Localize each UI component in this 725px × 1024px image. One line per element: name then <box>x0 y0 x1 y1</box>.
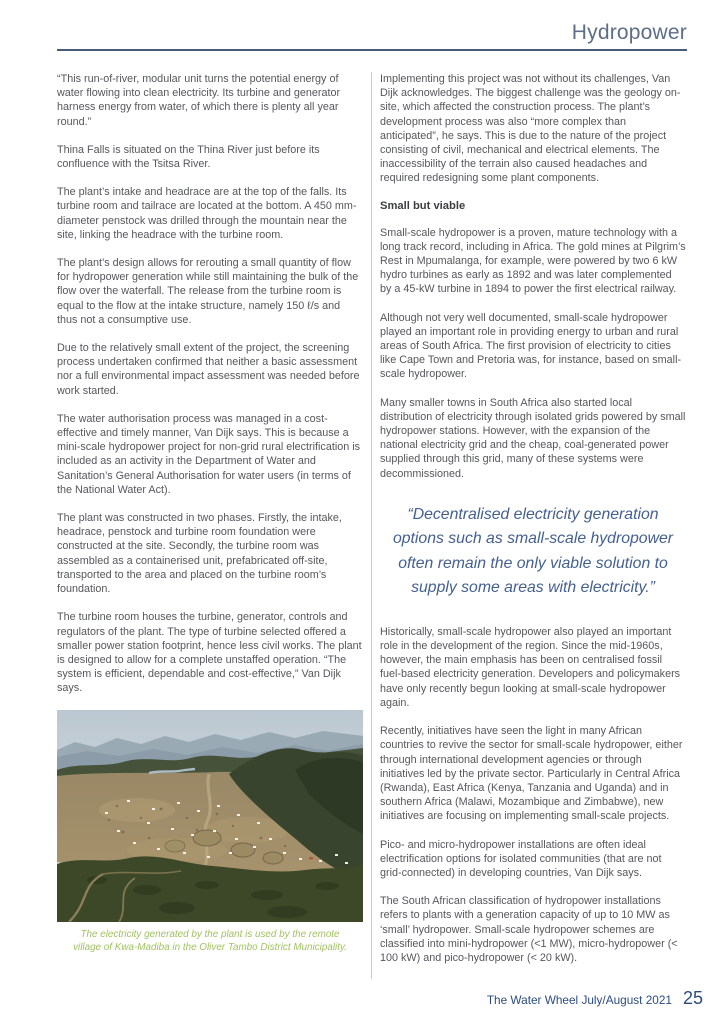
content-columns <box>0 51 725 979</box>
body-paragraph: The South African classification of hydropower installations refers to plants with a generation capacity of up to 10 MW as ‘small’ hydropower. Small-scale hydropower schemes are classified into mini-hydropower (<1 MW), micro-hydropower (< 100 kW) and pico-hydropower (< 20 kW). <box>380 895 678 964</box>
left-column <box>57 72 363 979</box>
body-paragraph: The plant was constructed in two phases. Firstly, the intake, headrace, penstock and turbine room foundation were constructed at the site. Secondly, the turbine room was assembled as a containerised unit, prefabricated off-site, transported to the area and placed on the turbine room’s foundation. <box>57 512 342 596</box>
journal-name: The Water Wheel July/August 2021 <box>486 993 672 1007</box>
section-heading: Small but viable <box>380 199 466 212</box>
pull-quote: “Decentralised electricity generation options such as small-scale hydropower often remain the only viable solution to supply some areas with electricity.” <box>392 505 674 597</box>
body-paragraph: Thina Falls is situated on the Thina River just before its confluence with the Tsitsa River. <box>57 143 320 171</box>
page-header <box>0 0 725 51</box>
right-column <box>380 72 686 979</box>
body-paragraph: Many smaller towns in South Africa also started local distribution of electricity through isolated grids powered by small hydropower stations. However, with the expansion of the national electricity grid and the cheap, coal-generated power supplied through this grid, many of these systems were decommissioned. <box>380 396 686 480</box>
page-title: Hydropower <box>571 21 687 44</box>
body-paragraph: Due to the relatively small extent of the project, the screening process undertaken confirmed that neither a basic assessment nor a full environmental impact assessment was needed before work started. <box>57 342 360 397</box>
body-paragraph: Pico- and micro-hydropower installations are often ideal electrification options for isolated communities (that are not grid-connected) in developing countries, Van Dijk says. <box>380 838 662 879</box>
body-paragraph: The turbine room houses the turbine, generator, controls and regulators of the plant. The type of turbine selected offered a smaller power station footprint, hence less civil works. The plant is designed to allow for a complete unstaffed operation. “The system is efficient, dependable and cost-effective,” Van Dijk says. <box>57 611 362 695</box>
aerial-photo-figure <box>57 710 363 955</box>
column-divider <box>371 72 372 979</box>
body-paragraph: “This run-of-river, modular unit turns the potential energy of water flowing into clean electricity. Its turbine and generator harness energy from water, of which there is plenty all year round.” <box>57 73 341 128</box>
body-paragraph: Small-scale hydropower is a proven, mature technology with a long track record, including in Africa. The gold mines at Pilgrim’s Rest in Mpumalanga, for example, were powered by two 6 kW hydro turbines as early as 1892 and was later complemented by a 45-kW turbine in 1894 to power the first electrical railway. <box>380 226 686 296</box>
body-paragraph: Recently, initiatives have seen the light in many African countries to revive the sector for small-scale hydropower, either through international development agencies or through initiatives led by the private sector. Particularly in Central Africa (Rwanda), East Africa (Kenya, Tanzania and Uganda) and in southern Africa (Malawi, Mozambique and Zimbabwe), new initiatives are focusing on implementing small-scale projects. <box>380 725 683 823</box>
body-paragraph: The water authorisation process was managed in a cost-effective and timely manner, Van Dijk says. This is because a mini-scale hydropower project for non-grid rural electrification is included as an activity in the Department of Water and Sanitation’s General Authorisation for water users (in terms of the National Water Act). <box>57 412 361 496</box>
body-paragraph: Historically, small-scale hydropower also played an important role in the development of the region. Since the mid-1960s, however, the main emphasis has been on centralised fossil fuel-based electricity generation. Developers and policymakers have only recently begun looking at small-scale hydropower again. <box>380 625 681 709</box>
body-paragraph: The plant’s intake and headrace are at the top of the falls. Its turbine room and tailrace are located at the bottom. A 450 mm-diameter penstock was drilled through the mountain near the site, linking the headrace with the turbine room. <box>57 186 357 241</box>
body-paragraph: Although not very well documented, small-scale hydropower played an important role in providing energy to urban and rural areas of South Africa. The first provision of electricity to cities like Cape Town and Pretoria was, for instance, based on small-scale hydropower. <box>380 311 682 381</box>
body-paragraph: The plant’s design allows for rerouting a small quantity of flow for hydropower generation while still maintaining the bulk of the flow over the waterfall. The release from the turbine room is equal to the flow at the intake structure, namely 150 ℓ/s and thus not a consumptive use. <box>57 257 359 326</box>
photo-caption: The electricity generated by the plant is used by the remote village of Kwa-Madiba in the Oliver Tambo District Municipality. <box>73 928 347 954</box>
page-number: 25 <box>682 988 703 1008</box>
page-footer <box>487 988 703 1009</box>
aerial-photo <box>57 710 363 922</box>
body-paragraph: Implementing this project was not without its challenges, Van Dijk acknowledges. The biggest challenge was the geology on-site, which affected the construction process. The plant’s development process was also “more complex than anticipated”, he says. This is due to the nature of the project consisting of civil, mechanical and electrical elements. The inaccessibility of the terrain also caused headaches and required redesigning some plant components. <box>380 73 681 185</box>
